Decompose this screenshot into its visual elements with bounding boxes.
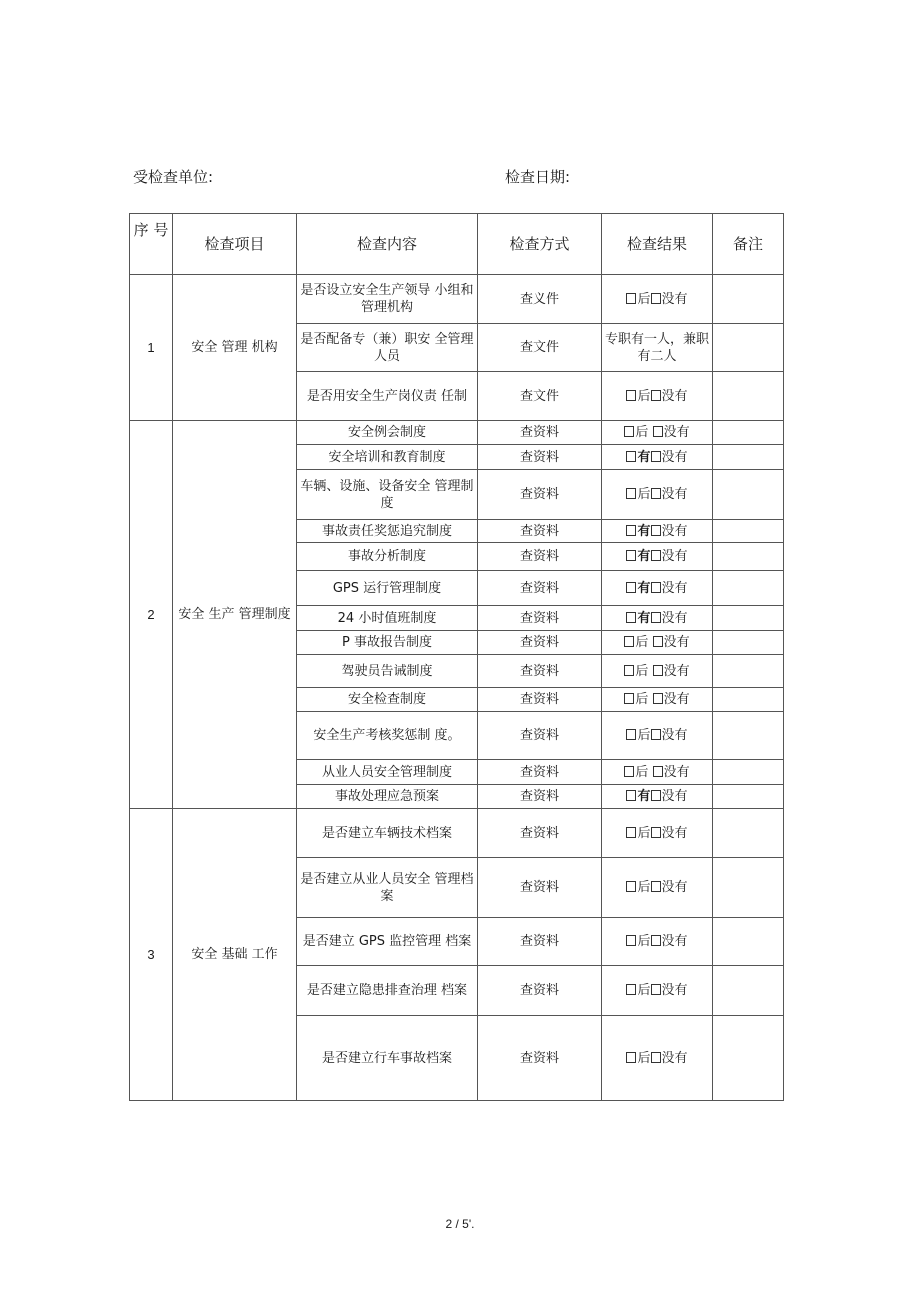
check-method: 查文件 bbox=[478, 324, 602, 372]
check-result bbox=[602, 324, 713, 372]
note-cell bbox=[713, 606, 784, 631]
result-text: 专职有一人，兼职有二人 bbox=[604, 331, 709, 364]
checkbox-icon bbox=[626, 827, 636, 838]
checkbox-icon bbox=[651, 488, 661, 499]
checkbox-icon bbox=[651, 729, 661, 740]
result-option-b: 没有 bbox=[663, 663, 690, 679]
checkbox-icon bbox=[651, 582, 661, 593]
checkbox-icon bbox=[626, 1052, 636, 1063]
note-cell bbox=[713, 543, 784, 571]
result-option-b: 没有 bbox=[661, 1050, 688, 1066]
checkbox-icon bbox=[651, 1052, 661, 1063]
check-method: 查资料 bbox=[478, 520, 602, 543]
check-content: 安全生产考核奖惩制 度。 bbox=[297, 712, 478, 760]
checkbox-icon bbox=[624, 693, 634, 704]
result-option-a: 后 bbox=[635, 635, 653, 650]
col-header-result: 检查结果 bbox=[602, 214, 713, 275]
check-result bbox=[602, 571, 713, 606]
checkbox-icon bbox=[626, 984, 636, 995]
check-method: 查资料 bbox=[478, 470, 602, 520]
section-name: 安全 生产 管理制度 bbox=[173, 421, 297, 809]
result-option-a: 有 bbox=[637, 610, 651, 626]
inspection-date-label: 检查日期: bbox=[505, 168, 571, 186]
section-name: 安全 管理 机构 bbox=[173, 275, 297, 421]
inspection-table bbox=[129, 213, 784, 1101]
result-option-b: 没有 bbox=[661, 291, 688, 307]
check-result bbox=[602, 809, 713, 858]
result-option-b: 没有 bbox=[661, 789, 688, 804]
note-cell bbox=[713, 966, 784, 1016]
note-cell bbox=[713, 421, 784, 445]
check-method: 查资料 bbox=[478, 1016, 602, 1101]
note-cell bbox=[713, 655, 784, 688]
check-result bbox=[602, 918, 713, 966]
section-name: 安全 基础 工作 bbox=[173, 809, 297, 1101]
checkbox-icon bbox=[653, 426, 663, 437]
result-option-a: 后 bbox=[635, 663, 653, 679]
col-header-method: 检查方式 bbox=[478, 214, 602, 275]
check-method: 查资料 bbox=[478, 631, 602, 655]
checkbox-icon bbox=[653, 766, 663, 777]
checkbox-icon bbox=[626, 582, 636, 593]
result-option-a: 有 bbox=[637, 449, 651, 465]
table-row bbox=[130, 421, 784, 445]
checkbox-icon bbox=[624, 636, 634, 647]
result-option-a: 后 bbox=[637, 388, 651, 404]
result-option-b: 没有 bbox=[663, 425, 690, 440]
result-option-a: 后 bbox=[637, 487, 651, 502]
check-result bbox=[602, 445, 713, 470]
check-method: 查义件 bbox=[478, 275, 602, 324]
result-option-b: 没有 bbox=[661, 549, 688, 564]
section-seq: 1 bbox=[130, 275, 173, 421]
note-cell bbox=[713, 571, 784, 606]
check-method: 查资料 bbox=[478, 571, 602, 606]
checkbox-icon bbox=[626, 790, 636, 801]
check-method: 查资料 bbox=[478, 785, 602, 809]
note-cell bbox=[713, 631, 784, 655]
check-content: GPS 运行管理制度 bbox=[297, 571, 478, 606]
check-result bbox=[602, 543, 713, 571]
checkbox-icon bbox=[651, 790, 661, 801]
check-method: 查资料 bbox=[478, 655, 602, 688]
result-option-a: 有 bbox=[637, 523, 651, 539]
checkbox-icon bbox=[626, 612, 636, 623]
result-option-b: 没有 bbox=[661, 449, 688, 465]
note-cell bbox=[713, 785, 784, 809]
check-method: 查资料 bbox=[478, 760, 602, 785]
col-header-seq: 序 号 bbox=[130, 214, 173, 275]
check-content: 是否建立车辆技术档案 bbox=[297, 809, 478, 858]
checkbox-icon bbox=[651, 390, 661, 401]
result-option-b: 没有 bbox=[661, 728, 688, 743]
check-result bbox=[602, 275, 713, 324]
section-seq: 2 bbox=[130, 421, 173, 809]
check-content: 是否建立 GPS 监控管理 档案 bbox=[297, 918, 478, 966]
check-result bbox=[602, 372, 713, 421]
result-option-a: 后 bbox=[637, 880, 651, 895]
check-content: 安全例会制度 bbox=[297, 421, 478, 445]
check-result bbox=[602, 712, 713, 760]
result-option-a: 有 bbox=[637, 789, 651, 804]
table-row bbox=[130, 809, 784, 858]
check-result bbox=[602, 606, 713, 631]
checkbox-icon bbox=[651, 827, 661, 838]
result-option-a: 后 bbox=[637, 291, 651, 307]
check-result bbox=[602, 966, 713, 1016]
note-cell bbox=[713, 372, 784, 421]
result-option-b: 没有 bbox=[661, 983, 688, 998]
checkbox-icon bbox=[651, 984, 661, 995]
checkbox-icon bbox=[626, 729, 636, 740]
check-content: 安全培训和教育制度 bbox=[297, 445, 478, 470]
checkbox-icon bbox=[653, 693, 663, 704]
result-option-a: 后 bbox=[637, 728, 651, 743]
checkbox-icon bbox=[624, 665, 634, 676]
result-option-a: 后 bbox=[635, 764, 653, 780]
check-content: 车辆、设施、设备安全 管理制度 bbox=[297, 470, 478, 520]
checkbox-icon bbox=[626, 881, 636, 892]
check-result bbox=[602, 520, 713, 543]
note-cell bbox=[713, 858, 784, 918]
result-option-a: 后 bbox=[637, 1050, 651, 1066]
note-cell bbox=[713, 760, 784, 785]
check-result bbox=[602, 421, 713, 445]
check-result bbox=[602, 655, 713, 688]
checkbox-icon bbox=[626, 525, 636, 536]
check-content: 是否建立从业人员安全 管理档案 bbox=[297, 858, 478, 918]
result-option-a: 后 bbox=[637, 825, 651, 841]
check-content: 是否配备专（兼）职安 全管理人员 bbox=[297, 324, 478, 372]
check-method: 查资料 bbox=[478, 543, 602, 571]
table-row bbox=[130, 275, 784, 324]
table-body bbox=[130, 275, 784, 1101]
checkbox-icon bbox=[626, 451, 636, 462]
inspected-unit-label: 受检查单位: bbox=[133, 168, 214, 186]
checkbox-icon bbox=[626, 390, 636, 401]
checkbox-icon bbox=[626, 293, 636, 304]
section-seq: 3 bbox=[130, 809, 173, 1101]
result-option-b: 没有 bbox=[661, 523, 688, 539]
note-cell bbox=[713, 520, 784, 543]
checkbox-icon bbox=[651, 550, 661, 561]
check-method: 查资料 bbox=[478, 918, 602, 966]
note-cell bbox=[713, 324, 784, 372]
note-cell bbox=[713, 275, 784, 324]
check-content: 事故处理应急预案 bbox=[297, 785, 478, 809]
col-header-note: 备注 bbox=[713, 214, 784, 275]
result-option-b: 没有 bbox=[661, 934, 688, 949]
check-content: 安全检查制度 bbox=[297, 688, 478, 712]
check-result bbox=[602, 760, 713, 785]
note-cell bbox=[713, 470, 784, 520]
check-content: 事故责任奖惩追究制度 bbox=[297, 520, 478, 543]
checkbox-icon bbox=[651, 881, 661, 892]
check-content: 是否设立安全生产领导 小组和管理机构 bbox=[297, 275, 478, 324]
result-option-b: 没有 bbox=[661, 487, 688, 502]
check-method: 查资料 bbox=[478, 809, 602, 858]
check-method: 查资料 bbox=[478, 445, 602, 470]
col-header-content: 检查内容 bbox=[297, 214, 478, 275]
checkbox-icon bbox=[653, 636, 663, 647]
check-result bbox=[602, 688, 713, 712]
result-option-a: 后 bbox=[635, 425, 653, 440]
result-option-a: 后 bbox=[635, 692, 653, 707]
result-option-b: 没有 bbox=[661, 825, 688, 841]
check-content: 24 小时值班制度 bbox=[297, 606, 478, 631]
check-content: P 事故报告制度 bbox=[297, 631, 478, 655]
checkbox-icon bbox=[651, 935, 661, 946]
check-method: 查资料 bbox=[478, 421, 602, 445]
note-cell bbox=[713, 1016, 784, 1101]
check-method: 查文件 bbox=[478, 372, 602, 421]
check-content: 是否建立隐患排查治理 档案 bbox=[297, 966, 478, 1016]
check-result bbox=[602, 1016, 713, 1101]
check-content: 驾驶员告诫制度 bbox=[297, 655, 478, 688]
checkbox-icon bbox=[651, 451, 661, 462]
check-content: 从业人员安全管理制度 bbox=[297, 760, 478, 785]
checkbox-icon bbox=[626, 935, 636, 946]
checkbox-icon bbox=[651, 525, 661, 536]
check-content: 事故分析制度 bbox=[297, 543, 478, 571]
check-method: 查资料 bbox=[478, 688, 602, 712]
result-option-b: 没有 bbox=[663, 635, 690, 650]
note-cell bbox=[713, 445, 784, 470]
result-option-a: 后 bbox=[637, 934, 651, 949]
result-option-a: 有 bbox=[637, 580, 651, 596]
page-number: 2 / 5'. bbox=[445, 1217, 475, 1231]
result-option-a: 有 bbox=[637, 549, 651, 564]
col-header-item: 检查项目 bbox=[173, 214, 297, 275]
checkbox-icon bbox=[626, 550, 636, 561]
checkbox-icon bbox=[624, 766, 634, 777]
check-method: 查资料 bbox=[478, 966, 602, 1016]
checkbox-icon bbox=[653, 665, 663, 676]
result-option-b: 没有 bbox=[661, 388, 688, 404]
check-content: 是否用安全生产岗仪责 任制 bbox=[297, 372, 478, 421]
check-method: 查资料 bbox=[478, 858, 602, 918]
check-result bbox=[602, 785, 713, 809]
checkbox-icon bbox=[626, 488, 636, 499]
checkbox-icon bbox=[651, 293, 661, 304]
note-cell bbox=[713, 712, 784, 760]
checkbox-icon bbox=[624, 426, 634, 437]
note-cell bbox=[713, 688, 784, 712]
check-method: 查资料 bbox=[478, 606, 602, 631]
result-option-b: 没有 bbox=[663, 764, 690, 780]
result-option-b: 没有 bbox=[661, 580, 688, 596]
result-option-a: 后 bbox=[637, 983, 651, 998]
result-option-b: 没有 bbox=[661, 880, 688, 895]
checkbox-icon bbox=[651, 612, 661, 623]
check-result bbox=[602, 470, 713, 520]
check-content: 是否建立行车事故档案 bbox=[297, 1016, 478, 1101]
table-header-row bbox=[130, 214, 784, 275]
result-option-b: 没有 bbox=[663, 692, 690, 707]
note-cell bbox=[713, 918, 784, 966]
result-option-b: 没有 bbox=[661, 610, 688, 626]
note-cell bbox=[713, 809, 784, 858]
check-method: 查资料 bbox=[478, 712, 602, 760]
check-result bbox=[602, 858, 713, 918]
check-result bbox=[602, 631, 713, 655]
